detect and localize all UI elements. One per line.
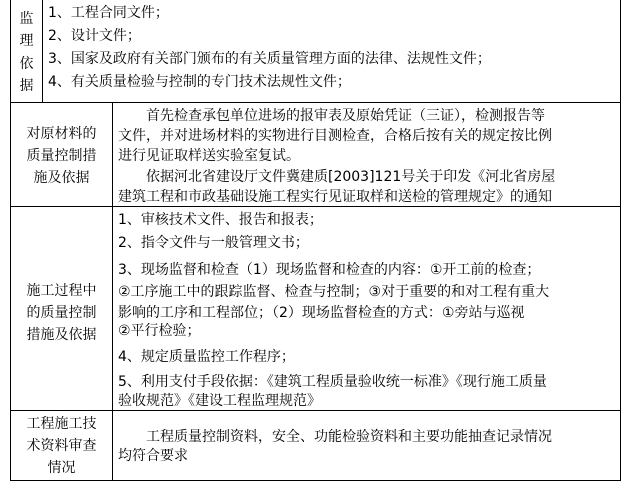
materials-line: 进行见证取样送实验室复试。 [118,148,300,164]
process-line: 验收规范》《建设工程监理规范》 [118,393,321,409]
process-line: 3、现场监督和检查（1）现场监督和检查的内容：①开工前的检查； [118,262,541,278]
basis-label: 监 [19,11,34,27]
materials-label: 对原材料的 [26,126,97,142]
basis-item: 1、工程合同文件； [48,5,169,21]
materials-line: 文件，并对进场材料的实物进行目测检查，合格后按有关的规定按比例 [118,128,552,144]
column-divider [112,102,113,481]
basis-label: 理 [19,33,34,49]
process-line: 1、审核技术文件、报告和报表； [118,212,323,228]
process-line: 4、规定质量监控工作程序； [118,349,295,365]
process-line: 2、指令文件与一般管理文书； [118,235,309,251]
review-label: 术资料审查 [26,438,97,454]
basis-item: 3、国家及政府有关部门颁布的有关质量管理方面的法律、法规性文件； [48,51,491,67]
materials-label: 施及依据 [33,170,90,186]
basis-label: 依 [19,56,34,72]
basis-label: 据 [19,78,34,94]
process-line: 5、利用支付手段依据：《建筑工程质量验收统一标准》《现行施工质量 [118,374,547,390]
materials-line: 依据河北省建设厅文件冀建质[2003]121号关于印发《河北省房屋 [146,169,556,185]
table-right-border [620,0,621,481]
process-line: ②工序施工中的跟踪监督、检查与控制；③对于重要的和对工程有重大 [118,284,550,300]
process-label: 措施及依据 [26,327,97,343]
process-line: ②平行检验； [118,323,201,339]
process-label: 施工过程中 [26,283,97,299]
review-line: 工程质量控制资料，安全、功能检验资料和主要功能抽查记录情况 [146,429,552,445]
row-border [10,102,621,103]
review-label: 工程施工技 [26,416,97,432]
process-label: 的质量控制 [26,305,97,321]
materials-line: 建筑工程和市政基础设施工程实行见证取样和送检的管理规定》的通知 [118,189,552,205]
review-label: 情况 [47,460,76,476]
column-divider [42,0,43,103]
basis-item: 4、有关质量检验与控制的专门技术法规性文件； [48,74,351,90]
review-line: 均符合要求 [118,448,188,464]
row-border [10,480,621,481]
basis-item: 2、设计文件； [48,28,141,44]
materials-label: 质量控制措 [26,148,97,164]
materials-line: 首先检查承包单位进场的报审表及原始凭证（三证），检测报告等 [146,108,545,124]
process-line: 影响的工序和工程部位；（2）现场监督检查的方式：①旁站与巡视 [118,305,525,321]
